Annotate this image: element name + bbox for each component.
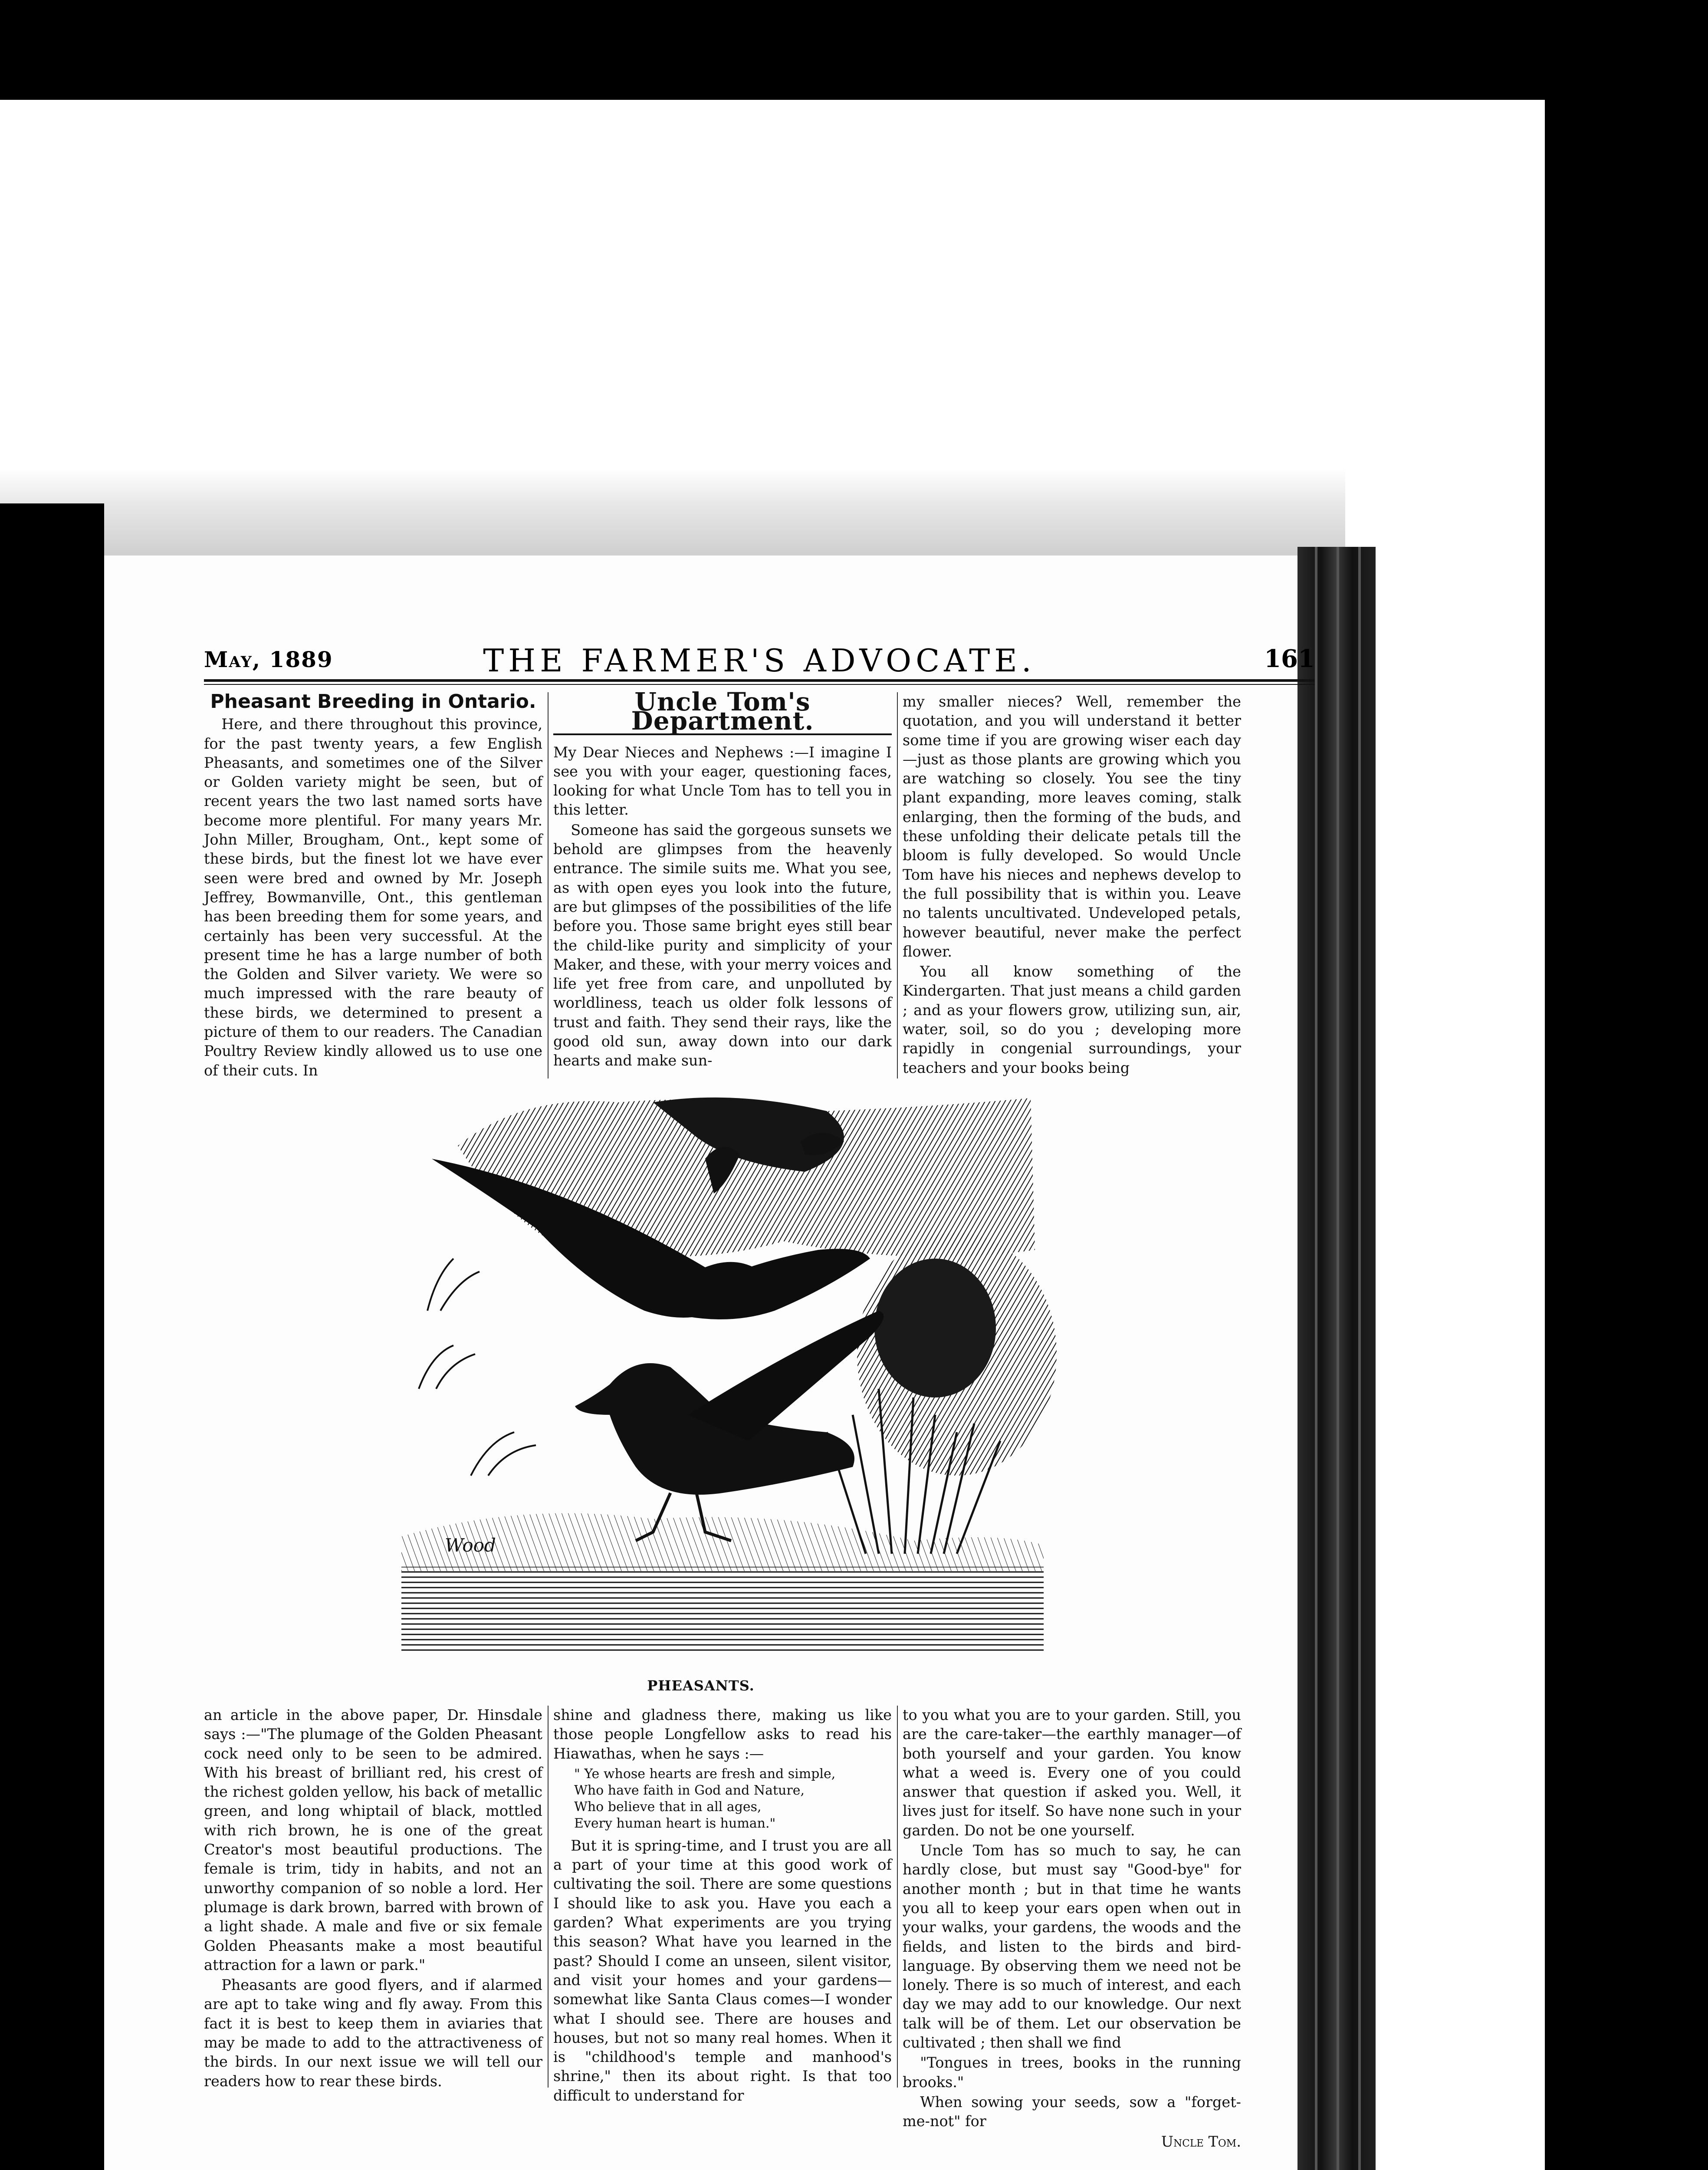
newspaper-page xyxy=(104,556,1315,2170)
article-title: Pheasant Breeding in Ontario. xyxy=(210,690,536,713)
scan-border-left xyxy=(0,503,104,2170)
article-paragraph: my smaller nieces? Well, remember the quotation, and you will understand it better some time if you are growing wiser each day—just as those plants are growing which you are watching so closely. You see the tiny plant expanding, more leaves coming, stalk enlarging, then the forming of the buds, and these unfolding their delicate petals till the bloom is fully developed. So would Uncle Tom have his nieces and nephews develop to the full possibility that is within you. Leave no talents uncultivated. Undeveloped petals, however beautiful, never make the perfect flower. xyxy=(903,693,1241,960)
longfellow-verse xyxy=(553,1766,892,1832)
page-shadow xyxy=(0,469,1345,556)
article-paragraph: shine and gladness there, making us like those people Longfellow asks to read his Hiawathas, when he says :— xyxy=(553,1706,892,1762)
letter-greeting: My Dear Nieces and Nephews :—I imagine I see you with your eager, questioning faces, looking for what Uncle Tom has to tell you in this letter. xyxy=(553,743,892,819)
header-rule-thin xyxy=(204,684,1315,685)
pheasants-engraving xyxy=(393,1085,1052,1658)
article-paragraph: Someone has said the gorgeous sunsets we behold are glimpses from the heavenly entrance. The simile suits me. What you see, as with open eyes you look into the future, are but glimpses of the possibilities of the life before you. Those same bright eyes still bear the child-like purity and simplicity of your Maker, and these, with your merry voices and life yet free from care, and unpolluted by worldliness, teach us older folk lessons of trust and faith. They send their rays, like the good old sun, away down into our dark hearts and make sun- xyxy=(553,821,892,1069)
article-paragraph: Here, and there throughout this province, for the past twenty years, a few English Pheasants, and sometimes one of the Silver or Golden variety might be seen, but of recent years the two last named sorts have become more plentiful. For many years Mr. John Miller, Brougham, Ont., kept some of these birds, but the finest lot we have ever seen were bred and owned by Mr. Joseph Jeffrey, Bowmanville, Ont., this gentleman has been breeding them for some years, and certainly has been very successful. At the present time he has a large number of both the Golden and Silver variety. We were so much impressed with the rare beauty of these birds, we determined to present a picture of them to our readers. The Canadian Poultry Review kindly allowed us to use one of their cuts. In xyxy=(204,716,542,1079)
verse-line: Who have faith in God and Nature, xyxy=(574,1782,805,1798)
article-paragraph: But it is spring-time, and I trust you are all a part of your time at this good work of cultivating the soil. There are some questions I should like to ask you. Have you each a garden? What experiments are you trying this season? What have you learned in the past? Should I come an unseen, silent visitor, and visit your homes and your gardens—somewhat like Santa Claus comes—I wonder what I should see. There are houses and houses, but not so many real homes. When it is "childhood's temple and manhood's shrine," then its about right. Is that too difficult to understand for xyxy=(553,1837,892,2104)
column-divider xyxy=(897,1706,898,2088)
scan-border-right xyxy=(1545,0,1708,2170)
article-paragraph: Pheasants are good flyers, and if alarmed are apt to take wing and fly away. From this fact it is best to keep them in aviaries that may be made to add to the attractiveness of the birds. In our next issue we will tell our readers how to rear these birds. xyxy=(204,1976,542,2090)
article-paragraph: Uncle Tom has so much to say, he can hardly close, but must say "Good-bye" for another month ; but in that time he wants you all to keep your ears open when out in your walks, your gardens, the woods and the fields, and listen to the birds and bird-language. By observing them we need not be lonely. There is so much of interest, and each day we may add to our knowledge. Our next talk will be of them. Let our observation be cultivated ; then shall we find xyxy=(903,1842,1241,2052)
pheasants-illustration xyxy=(393,1085,1052,1658)
verse-line: Who believe that in all ages, xyxy=(574,1799,762,1815)
article-uncle-tom-top-right xyxy=(903,692,1241,1078)
article-uncle-tom-mid xyxy=(553,1706,892,2104)
header-rule xyxy=(204,679,1315,682)
article-pheasant-breeding xyxy=(204,692,542,1078)
article-paragraph: You all know something of the Kindergarten. That just means a child garden ; and as your flowers grow, utilizing sun, air, water, soil, so do you ; developing more rapidly in congenial surroundings, your teachers and your books being xyxy=(903,963,1241,1076)
verse-line: " Ye whose hearts are fresh and simple, xyxy=(574,1766,836,1782)
book-spine xyxy=(1297,547,1376,2170)
column-divider xyxy=(548,1706,549,2088)
article-paragraph: When sowing your seeds, sow a "forget-me-not" for xyxy=(903,2093,1241,2130)
column-divider xyxy=(548,692,549,1078)
column-divider xyxy=(897,692,898,1078)
verse-line: Every human heart is human." xyxy=(574,1815,776,1831)
author-signature: Uncle Tom. xyxy=(1161,2133,1241,2150)
page-header xyxy=(204,642,1315,677)
article-uncle-tom-top xyxy=(553,687,892,1078)
article-quote: "Tongues in trees, books in the running brooks." xyxy=(903,2054,1241,2091)
issue-date: May, 1889 xyxy=(204,647,333,672)
article-uncle-tom-closing xyxy=(903,1706,1241,2150)
publication-title: THE FARMER'S ADVOCATE. xyxy=(483,642,1036,679)
page-number: 161 xyxy=(1264,644,1315,673)
article-paragraph: to you what you are to your garden. Still, you are the care-taker—the earthly manager—of both yourself and your garden. You know what a weed is. Every one of you could answer that question if asked you. Well, it lives just for itself. So have none such in your garden. Do not be one yourself. xyxy=(903,1706,1241,1839)
article-paragraph: an article in the above paper, Dr. Hinsdale says :—"The plumage of the Golden Pheasant cock need only to be seen to be admired. With his breast of brilliant red, his crest of the richest golden yellow, his back of metallic green, and long whiptail of black, mottled with rich brown, he is one of the great Creator's most beautiful productions. The female is trim, tidy in habits, and not an unworthy companion of so noble a lord. Her plumage is dark brown, barred with brown of a light shade. A male and five or six female Golden Pheasants make a most beautiful attraction for a lawn or park." xyxy=(204,1706,542,1973)
scan-border-top xyxy=(0,0,1708,100)
department-title: Uncle Tom's Department. xyxy=(553,692,892,735)
engraver-signature: Wood xyxy=(445,1535,496,1556)
article-pheasant-continued xyxy=(204,1706,542,2088)
illustration-caption: PHEASANTS. xyxy=(647,1677,755,1694)
